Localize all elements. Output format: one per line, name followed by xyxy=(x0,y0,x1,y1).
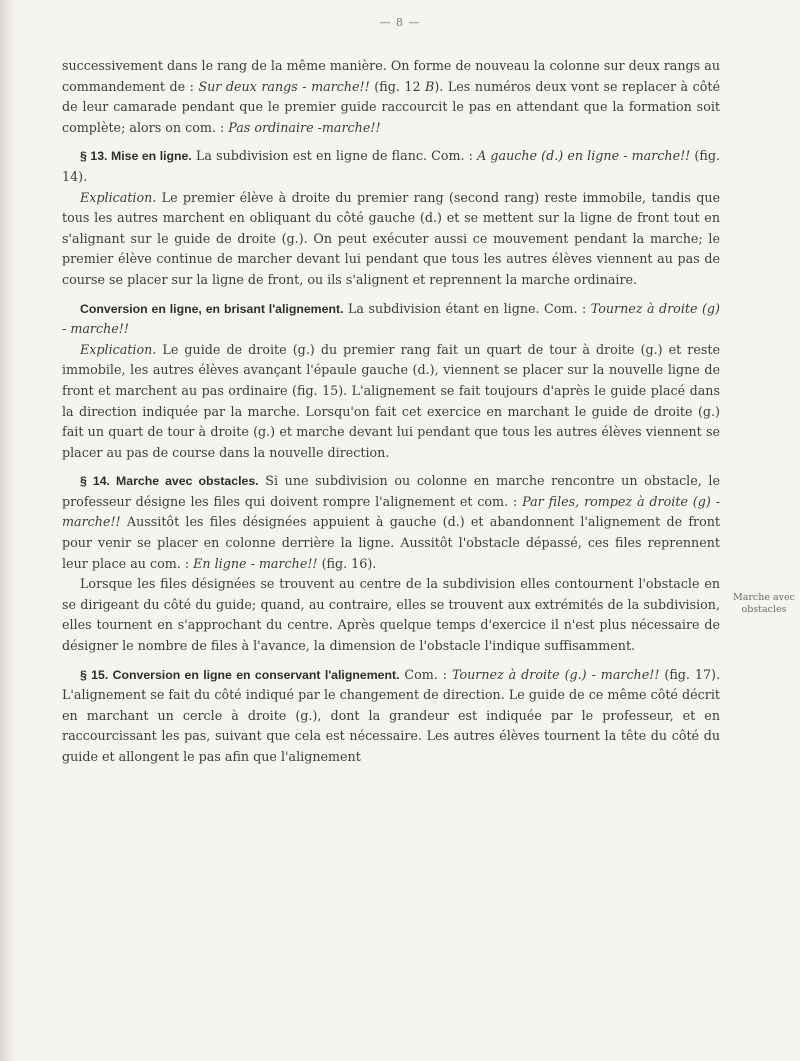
page-number: — 8 — xyxy=(379,16,421,29)
margin-note: Marche avec obstacles xyxy=(733,592,795,615)
command-text: Tournez à droite (g) - marche!! xyxy=(62,300,720,337)
command-text: Pas ordinaire -marche!! xyxy=(228,119,381,135)
command-text: Tournez à droite (g.) - marche!! xyxy=(452,666,660,682)
conversion-explanation: Explication. Le guide de droite (g.) du premier rang fait un quart de tour à droite (g.) et reste immobile, les autres élèves avançant l'épaule gauche (d.), viennent se placer sur la nouvelle ligne de front et marchent au pas ordinaire (fig. 15). L'alignement se fait toujours d'après le guide placé dans la direction indiquée par la marche. Lorsqu'on fait cet exercice en marchant le guide de droite (g.) fait un quart de tour à droite (g.) et marche devant lui pendant que tous les autres élèves viennent se placer au pas de course dans la nouvelle direction. xyxy=(62,341,720,460)
section-13-paragraph: § 13. Mise en ligne. La subdivision est en ligne de flanc. Com. : A gauche (d.) en ligne - marche!! (fig. 14). xyxy=(62,148,720,184)
explanation-label: Explication. xyxy=(80,189,157,205)
section-14-paragraph: § 14. Marche avec obstacles. Si une subdivision ou colonne en marche rencontre un obstacle, le professeur désigne les files qui doivent rompre l'alignement et com. : Par files, rompez à droite (g) - marche!! Aussitôt les files désignées appuient à gauche (d.) et abandonnent l'alignement de front pour venir se placer en colonne derrière la ligne. Aussitôt l'obstacle dépassé, ces files reprennent leur place au com. : En ligne - marche!! (fig. 16). xyxy=(62,473,720,571)
section-heading: § 14. Marche avec obstacles. xyxy=(80,474,259,489)
conversion-paragraph: Conversion en ligne, en brisant l'alignement. La subdivision étant en ligne. Com. : Tournez à droite (g) - marche!! xyxy=(62,300,720,337)
page-edge-shadow xyxy=(0,0,14,1061)
command-text: Sur deux rangs - marche!! xyxy=(198,78,370,94)
command-text: En ligne - marche!! xyxy=(193,555,318,571)
section-13-explanation: Explication. Le premier élève à droite du premier rang (second rang) reste immobile, tandis que tous les autres marchent en obliquant du côté gauche (d.) et se mettent sur la ligne de front tout en s'alignant sur le guide de droite (g.). On peut exécuter aussi ce mouvement pendant la marche; le premier élève continue de marcher devant lui pendant que tous les autres élèves viennent au pas de course se placer sur la ligne de front, ou ils s'alignent et reprennent la marche ordinaire. xyxy=(62,189,720,287)
command-text: Par files, rompez à droite (g) - marche!! xyxy=(62,493,720,530)
page-body xyxy=(62,56,720,768)
explanation-label: Explication. xyxy=(80,341,157,357)
section-15-paragraph: § 15. Conversion en ligne en conservant l'alignement. Com. : Tournez à droite (g.) - marche!! (fig. 17). L'alignement se fait du côté indiqué par le changement de direction. Le guide de ce même côté décrit en marchant un cercle à droite (g.), dont la grandeur est indiquée par le professeur, et en raccourcissant les pas, suivant que cela est nécessaire. Les autres élèves tournent la tête du côté du guide et allongent le pas afin que l'alignement xyxy=(62,666,721,764)
command-text: A gauche (d.) en ligne - marche!! xyxy=(477,148,691,164)
section-heading: § 15. Conversion en ligne en conservant l'alignement. xyxy=(80,667,400,682)
section-heading: Conversion en ligne, en brisant l'alignement. xyxy=(80,301,344,316)
section-heading: § 13. Mise en ligne. xyxy=(80,149,192,164)
figure-ref: B xyxy=(425,78,435,94)
section-14-paragraph-2: Lorsque les files désignées se trouvent au centre de la subdivision elles contournent l'obstacle en se dirigeant du côté du guide; quand, au contraire, elles se trouvent aux extrémités de la subdivision, elles tournent en s'approchant du centre. Après quelque temps d'exercice il n'est plus nécessaire de désigner le nombre de files à l'avance, la dimension de l'obstacle l'indique suffisamment. xyxy=(62,576,720,654)
paragraph-continuation: successivement dans le rang de la même manière. On forme de nouveau la colonne sur deux rangs au commandement de : Sur deux rangs - marche!! (fig. 12 B). Les numéros deux vont se replacer à côté de leur camarade pendant que le premier guide raccourcit le pas en attendant que la formation soit complète; alors on com. : Pas ordinaire -marche!! xyxy=(62,58,720,135)
